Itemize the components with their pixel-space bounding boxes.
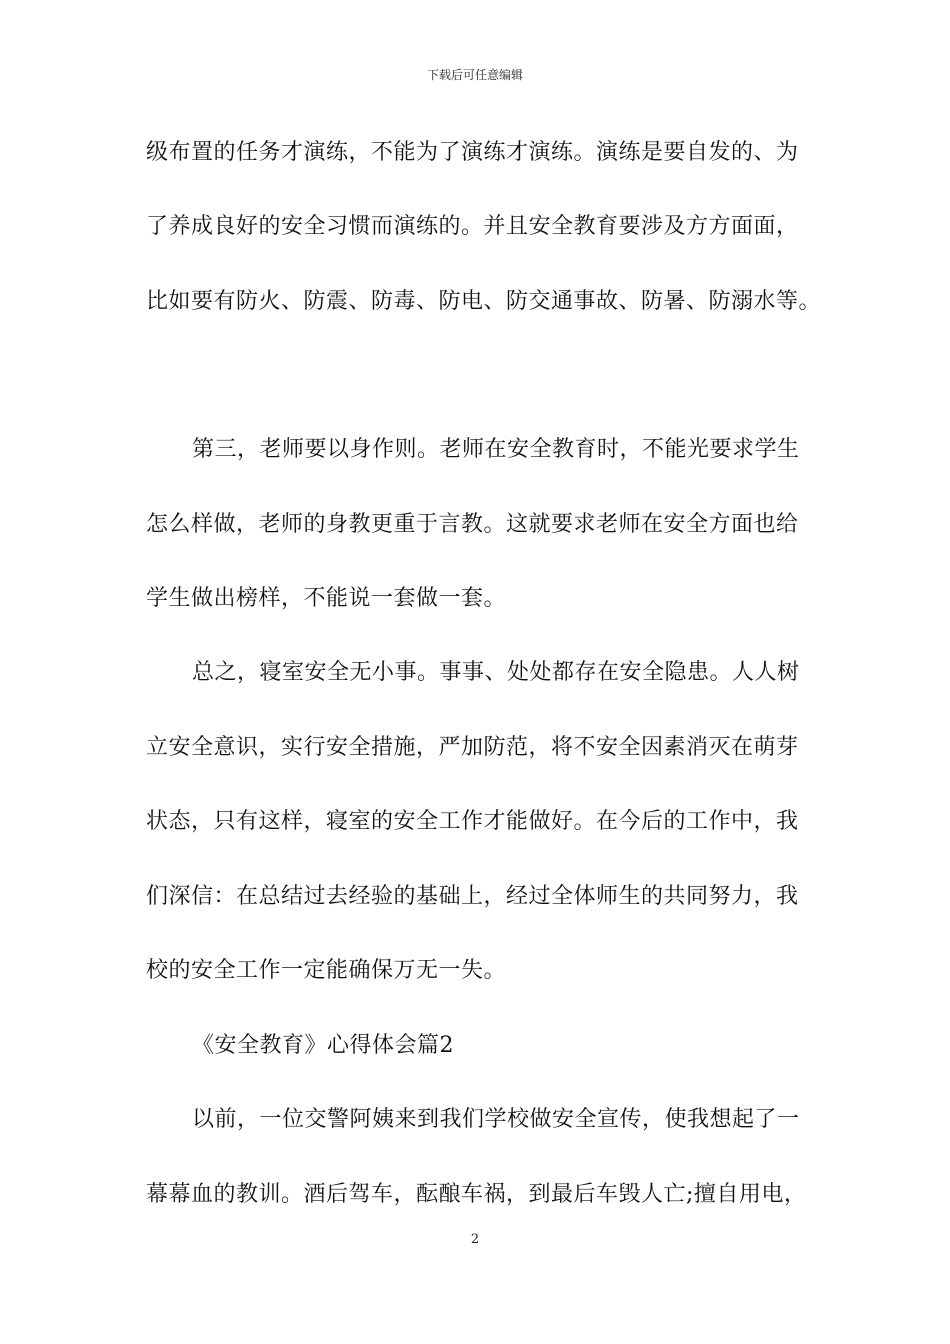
body-line: 立安全意识，实行安全措施，严加防范，将不安全因素消灭在萌芽 bbox=[146, 735, 799, 760]
body-line: 怎么样做，老师的身教更重于言教。这就要求老师在安全方面也给 bbox=[146, 512, 799, 537]
body-line: 学生做出榜样，不能说一套做一套。 bbox=[146, 586, 507, 611]
section-heading: 《安全教育》心得体会篇2 bbox=[192, 1033, 454, 1058]
body-line: 第三，老师要以身作则。老师在安全教育时，不能光要求学生 bbox=[192, 437, 800, 462]
page-header-note: 下载后可任意编辑 bbox=[426, 68, 523, 82]
page-number: 2 bbox=[470, 1232, 480, 1247]
body-line: 状态，只有这样，寝室的安全工作才能做好。在今后的工作中，我 bbox=[146, 809, 799, 834]
body-line: 们深信：在总结过去经验的基础上，经过全体师生的共同努力，我 bbox=[146, 884, 799, 909]
body-line: 以前，一位交警阿姨来到我们学校做安全宣传，使我想起了一 bbox=[192, 1107, 800, 1132]
body-line: 总之，寝室安全无小事。事事、处处都存在安全隐患。人人树 bbox=[192, 660, 800, 685]
body-line: 级布置的任务才演练，不能为了演练才演练。演练是要自发的、为 bbox=[146, 140, 799, 165]
body-line: 比如要有防火、防震、防毒、防电、防交通事故、防暑、防溺水等。 bbox=[146, 289, 822, 314]
body-line: 了养成良好的安全习惯而演练的。并且安全教育要涉及方方面面， bbox=[146, 214, 799, 239]
body-line: 幕幕血的教训。酒后驾车，酝酿车祸，到最后车毁人亡;擅自用电， bbox=[146, 1182, 807, 1207]
body-line: 校的安全工作一定能确保万无一失。 bbox=[146, 958, 507, 983]
